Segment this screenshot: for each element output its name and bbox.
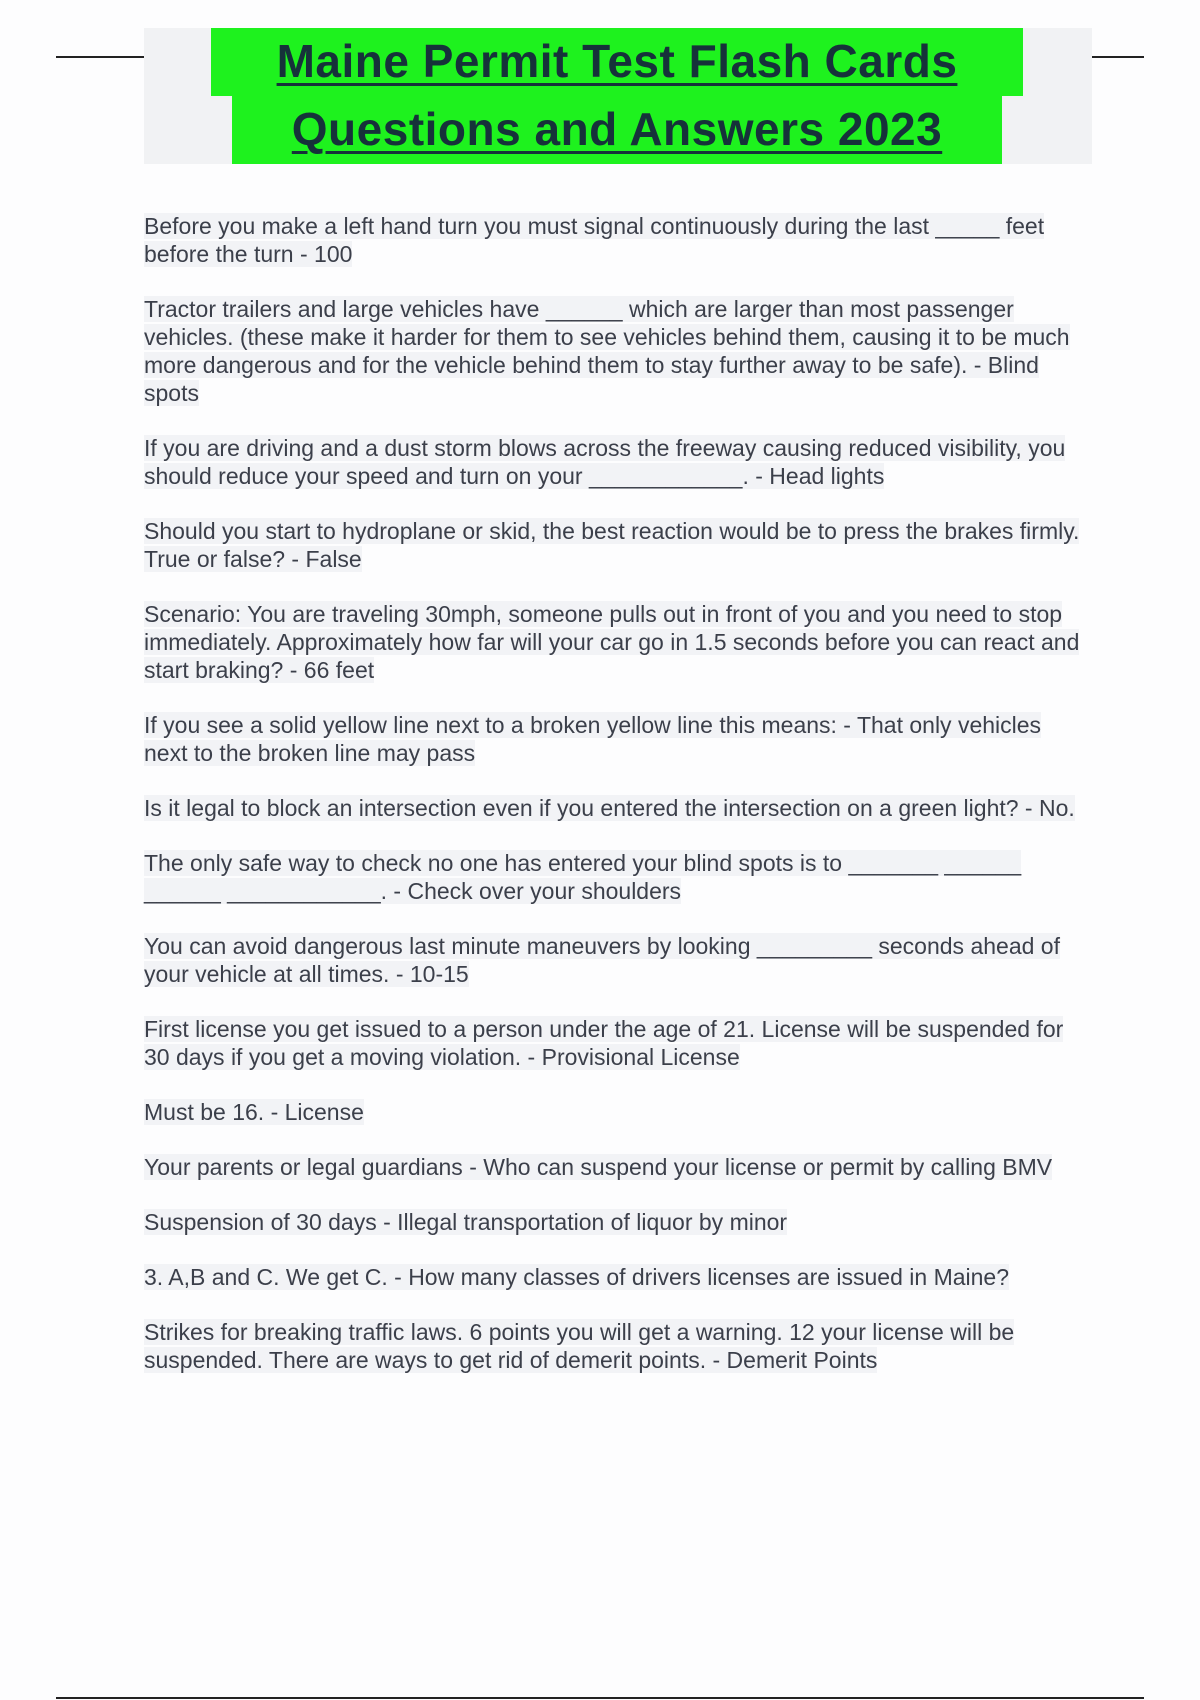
flash-card [144, 1153, 1084, 1181]
header-rule-right [1092, 56, 1144, 58]
flash-card [144, 932, 1084, 988]
flash-card-text: Strikes for breaking traffic laws. 6 points you will get a warning. 12 your license will be suspended. There are ways to get rid of demerit points. - Demerit Points [144, 1319, 1015, 1373]
flash-card-text: Your parents or legal guardians - Who can suspend your license or permit by calling BMV [144, 1154, 1053, 1180]
flash-card [144, 849, 1084, 905]
flash-card-list [144, 212, 1084, 1401]
flash-card [144, 1015, 1084, 1071]
flash-card [144, 434, 1084, 490]
flash-card [144, 794, 1084, 822]
flash-card-text: Before you make a left hand turn you must signal continuously during the last _____ feet before the turn - 100 [144, 213, 1045, 267]
flash-card-text: Suspension of 30 days - Illegal transportation of liquor by minor [144, 1209, 788, 1235]
flash-card [144, 295, 1084, 407]
document-title-line-1: Maine Permit Test Flash Cards [211, 28, 1023, 96]
footer-rule [56, 1697, 1144, 1699]
flash-card [144, 1263, 1084, 1291]
flash-card [144, 1208, 1084, 1236]
flash-card-text: First license you get issued to a person under the age of 21. License will be suspended for 30 days if you get a moving violation. - Provisional License [144, 1016, 1064, 1070]
flash-card-text: Scenario: You are traveling 30mph, someone pulls out in front of you and you need to stop immediately. Approximately how far will your car go in 1.5 seconds before you can react and start braking? - 66 feet [144, 601, 1080, 683]
flash-card-text: 3. A,B and C. We get C. - How many classes of drivers licenses are issued in Maine? [144, 1264, 1010, 1290]
document-title-line-2: Questions and Answers 2023 [232, 96, 1002, 164]
flash-card-text: Should you start to hydroplane or skid, the best reaction would be to press the brakes firmly. True or false? - False [144, 518, 1080, 572]
flash-card [144, 1318, 1084, 1374]
flash-card-text: Tractor trailers and large vehicles have ______ which are larger than most passenger vehicles. (these make it harder for them to see vehicles behind them, causing it to be much more dangerous and for the vehicle behind them to stay further away to be safe). - Blind spots [144, 296, 1070, 406]
header-rule-left [56, 56, 144, 58]
flash-card-text: You can avoid dangerous last minute maneuvers by looking _________ seconds ahead of your vehicle at all times. - 10-15 [144, 933, 1060, 987]
flash-card [144, 1098, 1084, 1126]
flash-card-text: Must be 16. - License [144, 1099, 364, 1125]
flash-card [144, 517, 1084, 573]
flash-card-text: Is it legal to block an intersection even if you entered the intersection on a green light? - No. [144, 795, 1075, 821]
flash-card-text: If you see a solid yellow line next to a broken yellow line this means: - That only vehicles next to the broken line may pass [144, 712, 1042, 766]
flash-card [144, 212, 1084, 268]
flash-card [144, 600, 1084, 684]
flash-card-text: The only safe way to check no one has entered your blind spots is to _______ ______ ______ ____________. - Check over your shoulders [144, 850, 1022, 904]
flash-card-text: If you are driving and a dust storm blows across the freeway causing reduced visibility, you should reduce your speed and turn on your ____________. - Head lights [144, 435, 1066, 489]
flash-card [144, 711, 1084, 767]
